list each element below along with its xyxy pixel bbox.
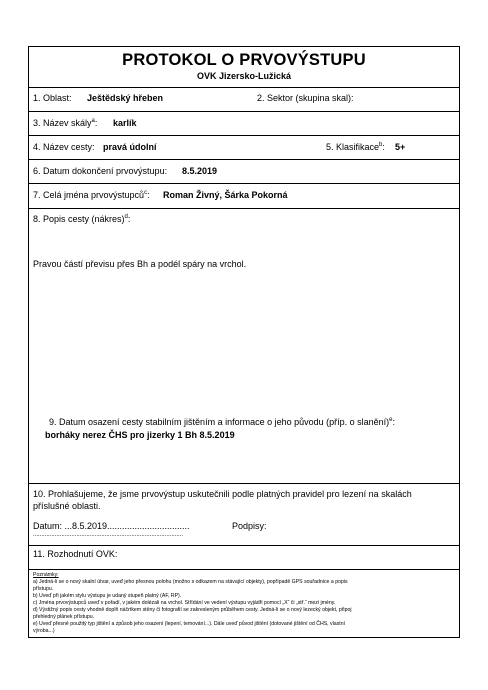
popis-label-text: 8. Popis cesty (nákres) bbox=[33, 214, 125, 224]
jmena-label: 7. Celá jména prvovýstupců$^c$: bbox=[33, 190, 150, 200]
row-notes bbox=[29, 569, 459, 639]
row-oblast bbox=[29, 87, 459, 111]
prohlaseni-line-2: příslušné oblasti. bbox=[33, 501, 101, 511]
popis-label: 8. Popis cesty (nákres)$^d$: bbox=[33, 214, 131, 224]
footnote-marker-d: d bbox=[124, 214, 128, 220]
nazev-skaly-label: 3. Název skály$^a$: bbox=[33, 118, 98, 128]
klasifikace-label: 5. Klasifikace$^b$: bbox=[326, 142, 385, 152]
podpisy-label: Podpisy: bbox=[232, 521, 267, 531]
row-jmena bbox=[29, 183, 459, 208]
datum-dokonceni-value[interactable]: 8.5.2019 bbox=[182, 166, 218, 176]
page-title: PROTOKOL O PRVOVÝSTUPU bbox=[122, 51, 366, 69]
sektor-label: 2. Sektor (skupina skal): bbox=[257, 93, 354, 103]
datum-dokonceni-label: 6. Datum dokončení prvovýstupu: bbox=[33, 166, 168, 176]
protocol-form bbox=[28, 46, 460, 638]
row-popis-cesty bbox=[29, 208, 459, 483]
klasifikace-label-text: 5. Klasifikace bbox=[326, 142, 380, 152]
note-line: přístupu. bbox=[33, 586, 54, 592]
oblast-label: 1. Oblast: bbox=[33, 93, 72, 103]
rozhodnuti-label: 11. Rozhodnutí OVK: bbox=[33, 549, 118, 559]
row-nazev-cesty bbox=[29, 135, 459, 159]
nazev-cesty-label: 4. Název cesty: bbox=[33, 142, 95, 152]
nazev-cesty-value[interactable]: pravá údolní bbox=[103, 142, 157, 152]
row-prohlaseni bbox=[29, 483, 459, 545]
prohlaseni-line-1: 10. Prohlašujeme, že jsme prvovýstup uskutečnili podle platných pravidel pro lezení na skalách bbox=[33, 489, 412, 499]
osazeni-label: 9. Datum osazení cesty stabilním jištěním a informace o jeho původu (příp. o slanění)$^e$: bbox=[49, 417, 396, 427]
note-line: výroba...) bbox=[33, 628, 55, 634]
footnote-marker-e: e bbox=[389, 417, 393, 423]
nazev-skaly-value[interactable]: karlík bbox=[113, 118, 137, 128]
footnote-marker-a: a bbox=[91, 118, 95, 124]
popis-text[interactable]: Pravou částí převisu přes Bh a podél spáry na vrchol. bbox=[33, 259, 247, 269]
note-line: přehledný plánek přístupu. bbox=[33, 614, 95, 620]
jmena-value[interactable]: Roman Živný, Šárka Pokorná bbox=[163, 190, 288, 200]
datum-field[interactable]: Datum: ...8.5.2019................................. bbox=[33, 521, 190, 531]
note-line: a) Jedná-li se o nový skalní útvar, uveď jeho přesnou polohu (možno s odkazem na stávající objekty), popřípadě GPS souřadnice a popis bbox=[33, 579, 348, 585]
note-line: b) Uveď při jakém stylu výstupu je udaný stupeň platný (AF, RP). bbox=[33, 593, 182, 599]
row-rozhodnuti bbox=[29, 545, 459, 565]
note-line: d) Výstižný popis cesty vhodně doplň náčrtkem stěny či fotografií se zakresleným průběhem cesty. Jedná-li se o nový lezecký objekt, připoj bbox=[33, 607, 352, 613]
nazev-skaly-label-text: 3. Název skály bbox=[33, 118, 92, 128]
row-nazev-skaly bbox=[29, 111, 459, 135]
signature-dots[interactable]: .......................................................................................... bbox=[33, 532, 184, 538]
oblast-value[interactable]: Ještědský hřeben bbox=[87, 93, 164, 103]
osazeni-value[interactable]: borháky nerez ČHS pro jizerky 1 Bh 8.5.2019 bbox=[45, 430, 235, 440]
note-line: e) Uveď přesně použitý typ jištění a způsob jeho osazení (lepení, temování...). Dále uveď původ jištění (dotované jištění od ČHS, vlastní bbox=[33, 621, 346, 627]
footnote-marker-b: b bbox=[379, 142, 383, 148]
row-datum-dokonceni bbox=[29, 159, 459, 183]
klasifikace-value[interactable]: 5+ bbox=[395, 142, 406, 152]
footnote-marker-c: c bbox=[144, 190, 148, 196]
page-subtitle: OVK Jizersko-Lužická bbox=[196, 71, 292, 81]
notes-block bbox=[33, 572, 457, 635]
notes-heading: Poznámky: bbox=[33, 572, 59, 578]
osazeni-label-text: 9. Datum osazení cesty stabilním jištěním a informace o jeho původu (příp. o slanění) bbox=[49, 417, 390, 427]
note-line: c) Jména prvovýstupců uveď v pořadí, v jakém dolézali na vrchol. Střídání ve vedení výstupu vyjádři pomocí „X“ či „stř.“ mezi jmény. bbox=[33, 600, 336, 606]
jmena-label-text: 7. Celá jména prvovýstupců bbox=[33, 190, 145, 200]
